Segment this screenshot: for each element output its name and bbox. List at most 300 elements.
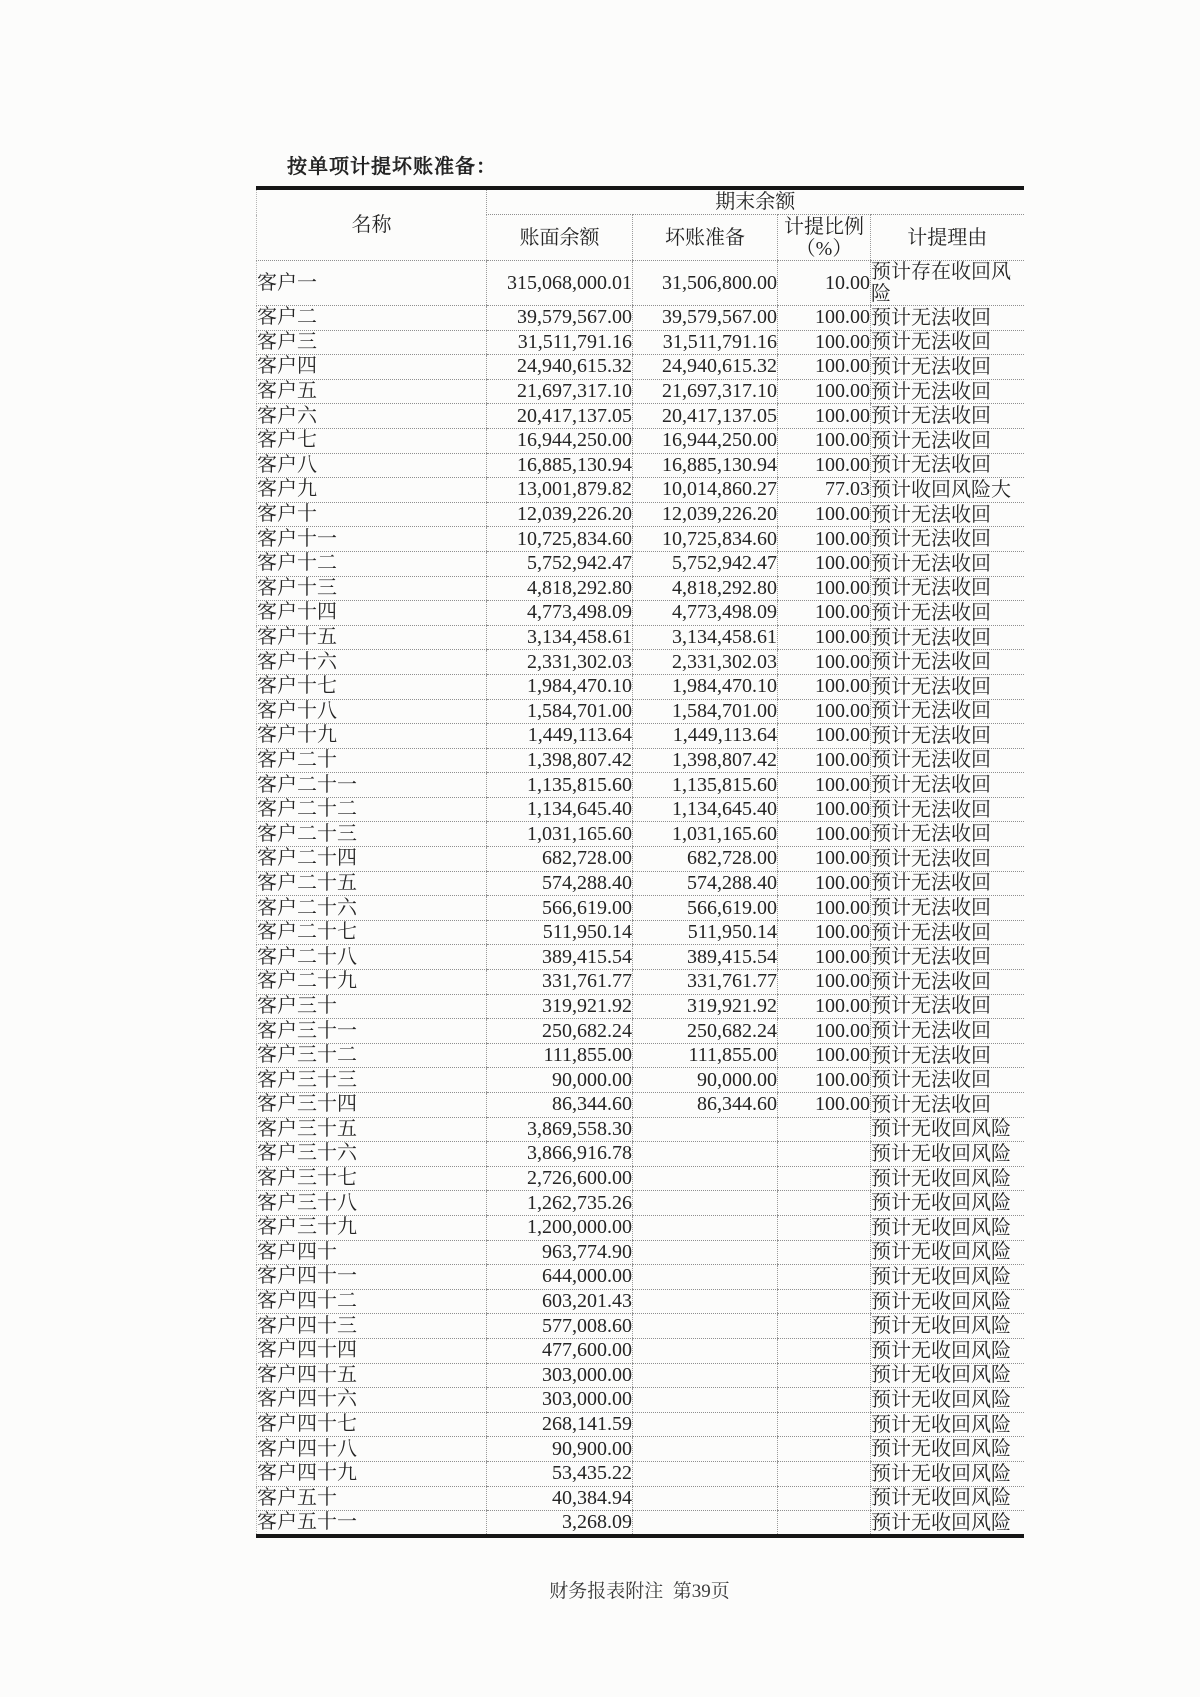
cell-book-balance: 963,774.90 (487, 1240, 633, 1265)
table-row (257, 527, 1024, 552)
cell-bad-debt-provision: 39,579,567.00 (633, 306, 778, 331)
cell-book-balance: 12,039,226.20 (487, 502, 633, 527)
cell-provision-ratio (778, 1240, 871, 1265)
cell-bad-debt-provision: 10,725,834.60 (633, 527, 778, 552)
cell-customer-name: 客户二十六 (257, 896, 487, 921)
cell-provision-reason: 预计无法收回 (871, 822, 1024, 847)
cell-provision-reason: 预计无收回风险 (871, 1166, 1024, 1191)
table-row (257, 650, 1024, 675)
cell-bad-debt-provision: 1,984,470.10 (633, 674, 778, 699)
cell-bad-debt-provision: 5,752,942.47 (633, 551, 778, 576)
cell-bad-debt-provision (633, 1437, 778, 1462)
cell-customer-name: 客户四十六 (257, 1388, 487, 1413)
cell-bad-debt-provision: 1,135,815.60 (633, 773, 778, 798)
cell-book-balance: 268,141.59 (487, 1412, 633, 1437)
cell-bad-debt-provision: 566,619.00 (633, 896, 778, 921)
cell-book-balance: 389,415.54 (487, 945, 633, 970)
cell-bad-debt-provision: 1,398,807.42 (633, 748, 778, 773)
cell-customer-name: 客户八 (257, 453, 487, 478)
cell-provision-reason: 预计无收回风险 (871, 1388, 1024, 1413)
cell-bad-debt-provision: 4,773,498.09 (633, 601, 778, 626)
cell-provision-ratio (778, 1412, 871, 1437)
cell-customer-name: 客户四 (257, 355, 487, 380)
cell-bad-debt-provision: 2,331,302.03 (633, 650, 778, 675)
table-row (257, 502, 1024, 527)
cell-provision-reason: 预计无法收回 (871, 1093, 1024, 1118)
cell-provision-ratio: 100.00 (778, 724, 871, 749)
cell-book-balance: 3,134,458.61 (487, 625, 633, 650)
cell-bad-debt-provision: 16,944,250.00 (633, 428, 778, 453)
cell-provision-ratio: 100.00 (778, 330, 871, 355)
cell-provision-reason: 预计无法收回 (871, 330, 1024, 355)
cell-provision-reason: 预计无法收回 (871, 404, 1024, 429)
table-row (257, 1093, 1024, 1118)
cell-provision-reason: 预计无收回风险 (871, 1215, 1024, 1240)
cell-provision-reason: 预计无法收回 (871, 601, 1024, 626)
cell-book-balance: 315,068,000.01 (487, 261, 633, 306)
cell-bad-debt-provision (633, 1412, 778, 1437)
cell-provision-ratio: 100.00 (778, 748, 871, 773)
table-row (257, 945, 1024, 970)
cell-provision-reason: 预计无法收回 (871, 453, 1024, 478)
table-row (257, 1388, 1024, 1413)
cell-bad-debt-provision: 319,921.92 (633, 994, 778, 1019)
cell-provision-ratio: 100.00 (778, 576, 871, 601)
cell-customer-name: 客户二十九 (257, 970, 487, 995)
table-row (257, 1314, 1024, 1339)
cell-book-balance: 250,682.24 (487, 1019, 633, 1044)
cell-bad-debt-provision (633, 1142, 778, 1167)
cell-book-balance: 3,268.09 (487, 1511, 633, 1537)
cell-provision-ratio: 100.00 (778, 625, 871, 650)
cell-customer-name: 客户二十五 (257, 871, 487, 896)
cell-book-balance: 511,950.14 (487, 920, 633, 945)
table-row (257, 261, 1024, 306)
table-row (257, 601, 1024, 626)
table-row (257, 1142, 1024, 1167)
cell-customer-name: 客户二十二 (257, 797, 487, 822)
cell-customer-name: 客户七 (257, 428, 487, 453)
cell-bad-debt-provision (633, 1289, 778, 1314)
cell-book-balance: 90,000.00 (487, 1068, 633, 1093)
table-row (257, 1412, 1024, 1437)
cell-provision-ratio (778, 1191, 871, 1216)
cell-provision-ratio (778, 1363, 871, 1388)
cell-book-balance: 566,619.00 (487, 896, 633, 921)
cell-book-balance: 2,726,600.00 (487, 1166, 633, 1191)
table-row (257, 1461, 1024, 1486)
header-name: 名称 (257, 188, 487, 261)
cell-book-balance: 20,417,137.05 (487, 404, 633, 429)
cell-book-balance: 477,600.00 (487, 1338, 633, 1363)
cell-provision-ratio: 100.00 (778, 453, 871, 478)
cell-bad-debt-provision: 20,417,137.05 (633, 404, 778, 429)
cell-provision-reason: 预计无法收回 (871, 970, 1024, 995)
cell-book-balance: 16,885,130.94 (487, 453, 633, 478)
cell-provision-ratio (778, 1142, 871, 1167)
cell-provision-ratio: 100.00 (778, 674, 871, 699)
cell-bad-debt-provision: 3,134,458.61 (633, 625, 778, 650)
cell-book-balance: 303,000.00 (487, 1388, 633, 1413)
cell-customer-name: 客户四十八 (257, 1437, 487, 1462)
cell-provision-ratio: 100.00 (778, 822, 871, 847)
table-row (257, 551, 1024, 576)
cell-provision-reason: 预计无法收回 (871, 1019, 1024, 1044)
cell-provision-reason: 预计无法收回 (871, 502, 1024, 527)
cell-book-balance: 4,818,292.80 (487, 576, 633, 601)
cell-book-balance: 574,288.40 (487, 871, 633, 896)
cell-provision-ratio: 77.03 (778, 478, 871, 503)
cell-bad-debt-provision: 1,031,165.60 (633, 822, 778, 847)
cell-provision-reason: 预计无收回风险 (871, 1314, 1024, 1339)
header-bad-debt-provision: 坏账准备 (633, 215, 778, 261)
cell-customer-name: 客户二十三 (257, 822, 487, 847)
cell-bad-debt-provision: 250,682.24 (633, 1019, 778, 1044)
cell-book-balance: 3,869,558.30 (487, 1117, 633, 1142)
cell-provision-ratio: 100.00 (778, 306, 871, 331)
cell-book-balance: 5,752,942.47 (487, 551, 633, 576)
cell-customer-name: 客户九 (257, 478, 487, 503)
cell-customer-name: 客户四十五 (257, 1363, 487, 1388)
cell-customer-name: 客户四十二 (257, 1289, 487, 1314)
cell-book-balance: 40,384.94 (487, 1486, 633, 1511)
cell-provision-reason: 预计无法收回 (871, 674, 1024, 699)
cell-provision-reason: 预计无法收回 (871, 871, 1024, 896)
table-row (257, 1019, 1024, 1044)
cell-provision-reason: 预计无法收回 (871, 994, 1024, 1019)
cell-provision-ratio: 100.00 (778, 1093, 871, 1118)
cell-provision-ratio: 100.00 (778, 970, 871, 995)
cell-bad-debt-provision (633, 1265, 778, 1290)
cell-customer-name: 客户五十 (257, 1486, 487, 1511)
cell-provision-ratio (778, 1166, 871, 1191)
cell-book-balance: 603,201.43 (487, 1289, 633, 1314)
cell-provision-ratio: 100.00 (778, 871, 871, 896)
cell-customer-name: 客户四十一 (257, 1265, 487, 1290)
cell-provision-ratio: 100.00 (778, 920, 871, 945)
cell-bad-debt-provision (633, 1363, 778, 1388)
cell-bad-debt-provision (633, 1314, 778, 1339)
cell-customer-name: 客户十 (257, 502, 487, 527)
cell-bad-debt-provision (633, 1511, 778, 1537)
page-footer: 财务报表附注 第39页 (549, 1581, 730, 1602)
table-row (257, 724, 1024, 749)
cell-customer-name: 客户三十七 (257, 1166, 487, 1191)
table-row (257, 404, 1024, 429)
cell-bad-debt-provision: 12,039,226.20 (633, 502, 778, 527)
cell-customer-name: 客户十八 (257, 699, 487, 724)
cell-provision-reason: 预计无法收回 (871, 896, 1024, 921)
cell-customer-name: 客户三十二 (257, 1043, 487, 1068)
cell-book-balance: 577,008.60 (487, 1314, 633, 1339)
cell-provision-reason: 预计无收回风险 (871, 1486, 1024, 1511)
table-row (257, 1240, 1024, 1265)
cell-book-balance: 1,200,000.00 (487, 1215, 633, 1240)
cell-bad-debt-provision: 1,449,113.64 (633, 724, 778, 749)
cell-book-balance: 644,000.00 (487, 1265, 633, 1290)
table-row (257, 773, 1024, 798)
table-row (257, 625, 1024, 650)
cell-provision-reason: 预计无法收回 (871, 650, 1024, 675)
cell-book-balance: 39,579,567.00 (487, 306, 633, 331)
cell-book-balance: 111,855.00 (487, 1043, 633, 1068)
cell-provision-ratio: 100.00 (778, 601, 871, 626)
cell-book-balance: 1,584,701.00 (487, 699, 633, 724)
cell-customer-name: 客户十一 (257, 527, 487, 552)
table-row (257, 1215, 1024, 1240)
table-row (257, 748, 1024, 773)
cell-provision-reason: 预计无收回风险 (871, 1363, 1024, 1388)
cell-provision-ratio (778, 1215, 871, 1240)
table-row (257, 428, 1024, 453)
header-period-end-balance: 期末余额 (487, 188, 1024, 215)
cell-bad-debt-provision: 24,940,615.32 (633, 355, 778, 380)
cell-book-balance: 86,344.60 (487, 1093, 633, 1118)
cell-provision-reason: 预计无法收回 (871, 1068, 1024, 1093)
cell-bad-debt-provision: 16,885,130.94 (633, 453, 778, 478)
cell-provision-ratio: 100.00 (778, 945, 871, 970)
cell-bad-debt-provision: 90,000.00 (633, 1068, 778, 1093)
table-row (257, 1166, 1024, 1191)
cell-bad-debt-provision (633, 1486, 778, 1511)
cell-bad-debt-provision: 574,288.40 (633, 871, 778, 896)
table-row (257, 994, 1024, 1019)
cell-provision-reason: 预计无收回风险 (871, 1412, 1024, 1437)
cell-provision-reason: 预计无法收回 (871, 576, 1024, 601)
cell-provision-ratio: 100.00 (778, 847, 871, 872)
cell-provision-ratio: 100.00 (778, 502, 871, 527)
cell-customer-name: 客户十六 (257, 650, 487, 675)
cell-bad-debt-provision: 511,950.14 (633, 920, 778, 945)
cell-bad-debt-provision: 682,728.00 (633, 847, 778, 872)
cell-provision-ratio (778, 1461, 871, 1486)
cell-customer-name: 客户三十一 (257, 1019, 487, 1044)
cell-customer-name: 客户二 (257, 306, 487, 331)
cell-provision-ratio: 100.00 (778, 773, 871, 798)
cell-book-balance: 4,773,498.09 (487, 601, 633, 626)
cell-provision-ratio: 100.00 (778, 355, 871, 380)
cell-provision-ratio (778, 1117, 871, 1142)
cell-book-balance: 24,940,615.32 (487, 355, 633, 380)
cell-customer-name: 客户十四 (257, 601, 487, 626)
cell-book-balance: 319,921.92 (487, 994, 633, 1019)
cell-provision-reason: 预计无法收回 (871, 1043, 1024, 1068)
cell-customer-name: 客户二十四 (257, 847, 487, 872)
cell-provision-reason: 预计无法收回 (871, 551, 1024, 576)
header-book-balance: 账面余额 (487, 215, 633, 261)
cell-provision-ratio (778, 1289, 871, 1314)
cell-bad-debt-provision (633, 1338, 778, 1363)
cell-customer-name: 客户五十一 (257, 1511, 487, 1537)
cell-bad-debt-provision: 111,855.00 (633, 1043, 778, 1068)
cell-bad-debt-provision: 1,584,701.00 (633, 699, 778, 724)
header-provision-reason: 计提理由 (871, 215, 1024, 261)
cell-customer-name: 客户二十一 (257, 773, 487, 798)
cell-provision-ratio: 100.00 (778, 527, 871, 552)
cell-provision-reason: 预计无法收回 (871, 625, 1024, 650)
cell-provision-ratio (778, 1314, 871, 1339)
cell-provision-reason: 预计无法收回 (871, 748, 1024, 773)
table-row (257, 822, 1024, 847)
cell-bad-debt-provision: 21,697,317.10 (633, 379, 778, 404)
table-row (257, 797, 1024, 822)
table-row (257, 871, 1024, 896)
table-row (257, 1265, 1024, 1290)
cell-book-balance: 1,135,815.60 (487, 773, 633, 798)
cell-book-balance: 3,866,916.78 (487, 1142, 633, 1167)
table-row (257, 674, 1024, 699)
cell-book-balance: 1,262,735.26 (487, 1191, 633, 1216)
cell-provision-reason: 预计无收回风险 (871, 1461, 1024, 1486)
cell-customer-name: 客户三十四 (257, 1093, 487, 1118)
cell-provision-reason: 预计无法收回 (871, 945, 1024, 970)
cell-provision-reason: 预计无收回风险 (871, 1437, 1024, 1462)
cell-provision-reason: 预计无法收回 (871, 773, 1024, 798)
cell-book-balance: 1,031,165.60 (487, 822, 633, 847)
cell-provision-ratio (778, 1265, 871, 1290)
cell-book-balance: 31,511,791.16 (487, 330, 633, 355)
cell-customer-name: 客户四十三 (257, 1314, 487, 1339)
table-body (257, 261, 1024, 1537)
cell-customer-name: 客户三十五 (257, 1117, 487, 1142)
cell-bad-debt-provision (633, 1117, 778, 1142)
cell-bad-debt-provision (633, 1461, 778, 1486)
cell-bad-debt-provision: 4,818,292.80 (633, 576, 778, 601)
cell-bad-debt-provision: 86,344.60 (633, 1093, 778, 1118)
cell-bad-debt-provision: 31,506,800.00 (633, 261, 778, 306)
cell-provision-ratio: 100.00 (778, 650, 871, 675)
cell-provision-ratio (778, 1511, 871, 1537)
cell-book-balance: 90,900.00 (487, 1437, 633, 1462)
table-row (257, 1117, 1024, 1142)
table-row (257, 1338, 1024, 1363)
cell-bad-debt-provision (633, 1215, 778, 1240)
cell-bad-debt-provision (633, 1166, 778, 1191)
cell-customer-name: 客户一 (257, 261, 487, 306)
table-row (257, 847, 1024, 872)
table-row (257, 970, 1024, 995)
cell-customer-name: 客户二十八 (257, 945, 487, 970)
table-row (257, 453, 1024, 478)
cell-provision-reason: 预计无法收回 (871, 920, 1024, 945)
table-row (257, 330, 1024, 355)
cell-provision-reason: 预计无收回风险 (871, 1289, 1024, 1314)
cell-customer-name: 客户十二 (257, 551, 487, 576)
cell-customer-name: 客户三十八 (257, 1191, 487, 1216)
cell-book-balance: 331,761.77 (487, 970, 633, 995)
cell-book-balance: 303,000.00 (487, 1363, 633, 1388)
cell-provision-reason: 预计无法收回 (871, 847, 1024, 872)
cell-bad-debt-provision (633, 1388, 778, 1413)
cell-bad-debt-provision: 1,134,645.40 (633, 797, 778, 822)
table-row (257, 896, 1024, 921)
cell-provision-ratio (778, 1338, 871, 1363)
cell-customer-name: 客户十七 (257, 674, 487, 699)
header-provision-ratio: 计提比例（%） (778, 215, 871, 261)
cell-customer-name: 客户五 (257, 379, 487, 404)
cell-provision-ratio: 100.00 (778, 1043, 871, 1068)
bad-debt-provision-table (256, 186, 1024, 1538)
cell-provision-ratio: 100.00 (778, 551, 871, 576)
cell-book-balance: 682,728.00 (487, 847, 633, 872)
table-row (257, 920, 1024, 945)
cell-customer-name: 客户十九 (257, 724, 487, 749)
cell-provision-reason: 预计无法收回 (871, 724, 1024, 749)
cell-customer-name: 客户四十四 (257, 1338, 487, 1363)
table-row (257, 1486, 1024, 1511)
cell-provision-ratio: 100.00 (778, 797, 871, 822)
cell-book-balance: 1,134,645.40 (487, 797, 633, 822)
table-row (257, 478, 1024, 503)
cell-provision-ratio (778, 1437, 871, 1462)
cell-customer-name: 客户六 (257, 404, 487, 429)
table-row (257, 1068, 1024, 1093)
cell-provision-reason: 预计无收回风险 (871, 1240, 1024, 1265)
cell-provision-reason: 预计无法收回 (871, 699, 1024, 724)
cell-provision-ratio: 100.00 (778, 699, 871, 724)
cell-provision-reason: 预计无收回风险 (871, 1511, 1024, 1537)
table-row (257, 379, 1024, 404)
cell-provision-ratio: 100.00 (778, 896, 871, 921)
cell-bad-debt-provision: 31,511,791.16 (633, 330, 778, 355)
table-row (257, 355, 1024, 380)
cell-customer-name: 客户二十七 (257, 920, 487, 945)
cell-provision-reason: 预计无法收回 (871, 797, 1024, 822)
table-row (257, 1289, 1024, 1314)
cell-bad-debt-provision (633, 1240, 778, 1265)
table-header (257, 188, 1024, 261)
cell-book-balance: 13,001,879.82 (487, 478, 633, 503)
cell-book-balance: 1,449,113.64 (487, 724, 633, 749)
section-title: 按单项计提坏账准备： (287, 156, 497, 178)
cell-bad-debt-provision: 10,014,860.27 (633, 478, 778, 503)
cell-bad-debt-provision (633, 1191, 778, 1216)
cell-provision-ratio: 100.00 (778, 379, 871, 404)
cell-provision-ratio: 100.00 (778, 404, 871, 429)
cell-book-balance: 1,984,470.10 (487, 674, 633, 699)
table-row (257, 576, 1024, 601)
cell-provision-ratio: 10.00 (778, 261, 871, 306)
cell-provision-ratio: 100.00 (778, 428, 871, 453)
cell-customer-name: 客户四十 (257, 1240, 487, 1265)
cell-customer-name: 客户三 (257, 330, 487, 355)
cell-provision-ratio: 100.00 (778, 1019, 871, 1044)
cell-provision-reason: 预计无法收回 (871, 355, 1024, 380)
table-row (257, 1511, 1024, 1537)
cell-book-balance: 10,725,834.60 (487, 527, 633, 552)
table-row (257, 1437, 1024, 1462)
cell-provision-reason: 预计存在收回风险 (871, 261, 1024, 306)
table-row (257, 306, 1024, 331)
cell-book-balance: 1,398,807.42 (487, 748, 633, 773)
cell-provision-reason: 预计无收回风险 (871, 1142, 1024, 1167)
cell-provision-ratio (778, 1388, 871, 1413)
cell-bad-debt-provision: 331,761.77 (633, 970, 778, 995)
cell-customer-name: 客户三十三 (257, 1068, 487, 1093)
cell-customer-name: 客户三十六 (257, 1142, 487, 1167)
cell-book-balance: 53,435.22 (487, 1461, 633, 1486)
cell-customer-name: 客户四十九 (257, 1461, 487, 1486)
cell-provision-reason: 预计无收回风险 (871, 1338, 1024, 1363)
cell-customer-name: 客户四十七 (257, 1412, 487, 1437)
cell-customer-name: 客户十三 (257, 576, 487, 601)
cell-bad-debt-provision: 389,415.54 (633, 945, 778, 970)
cell-provision-ratio (778, 1486, 871, 1511)
cell-book-balance: 2,331,302.03 (487, 650, 633, 675)
cell-book-balance: 21,697,317.10 (487, 379, 633, 404)
cell-provision-reason: 预计收回风险大 (871, 478, 1024, 503)
cell-provision-reason: 预计无法收回 (871, 428, 1024, 453)
